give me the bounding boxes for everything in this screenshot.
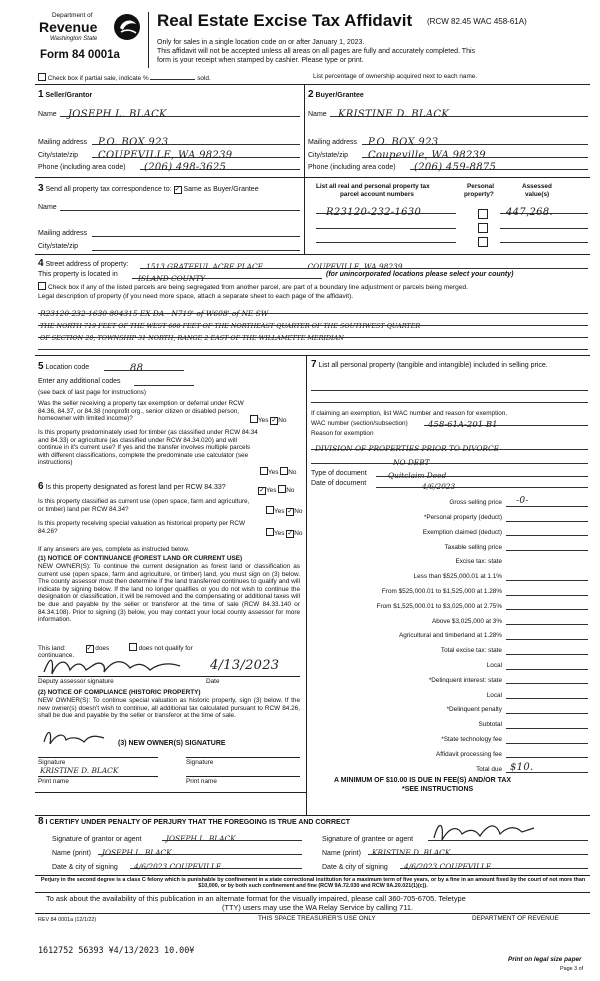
exempt-no-checkbox[interactable]: ✓ [271, 417, 278, 424]
location-code-value: 88 [130, 363, 144, 374]
owner-signature-label-2: Signature [186, 759, 214, 766]
located-value: ISLAND COUNTY [138, 274, 206, 283]
tax-row: *Delinquent interest: state [311, 670, 588, 685]
grantee-name-field[interactable] [368, 842, 588, 855]
legal-label: Legal description of property (if you need more space, attach a separate sheet to each page of the affidavit). [38, 293, 354, 300]
uninc-label: (for unincorporated locations please select your county) [326, 271, 514, 278]
minimum-text: A MINIMUM OF $10.00 IS DUE IN FEE(S) AND/OR TAX [334, 777, 512, 784]
notice-3: form is your receipt when stamped by cashier. Please type or print. [157, 57, 364, 64]
parcel-header-2: parcel account numbers [340, 191, 414, 198]
grantee-sig-field[interactable] [428, 828, 588, 841]
notice1-text: NEW OWNER(S): To continue the current designation as forest land or classification as current use (open space, farm and agriculture, or timber) land, you must sign on (3) below. The county assessor must then determine if the land transferred continues to qualify and will indicate by signing below. If the land no longer qualifies or you do not wish to continue the designation or classification, it will be removed and the compensating or additional taxes will be due and payable by the seller or transferor at the time of sale (RCW 84.33.140 or 84.34.108). Prior to signing (3) below, you may contact your local county assessor for more information. [38, 563, 300, 624]
location-code-label: 5 Location code [38, 361, 90, 372]
personal-header-1: Personal [467, 183, 494, 190]
grantee-name-value: KRISTINE D. BLACK [372, 848, 451, 857]
buyer-city-label: City/state/zip [308, 152, 349, 159]
s3-city-field[interactable] [92, 240, 300, 251]
tax-row: Above $3,025,000 at 3% [311, 610, 588, 625]
grantor-sig-field[interactable] [162, 828, 302, 841]
grantor-sig-label: Signature of grantor or agent [52, 836, 142, 843]
grantee-sig-label: Signature of grantee or agent [322, 836, 414, 843]
assessed-header-1: Assessed [522, 183, 552, 190]
owner-print-label-1: Print name [38, 778, 69, 785]
grantor-name-label: Name (print) [52, 850, 91, 857]
rcw-ref: (RCW 82.45 WAC 458-61A) [427, 17, 527, 26]
owner-print-name-value: KRISTINE D. BLACK [40, 766, 119, 775]
buyer-heading: 2 Buyer/Grantee [308, 89, 364, 100]
tax-value-field[interactable] [506, 510, 588, 522]
segregated-row: Check box if any of the listed parcels are being segregated from another parcel, are part of a boundary line adjustment or parcels being merged. [38, 282, 468, 292]
certify-text: 8 I CERTIFY UNDER PENALTY OF PERJURY THAT THE FOREGOING IS TRUE AND CORRECT [38, 816, 351, 827]
continuance-label: continuance. [38, 652, 75, 659]
seller-mailing-field[interactable] [92, 132, 300, 148]
notice-2: This affidavit will not be accepted unless all areas on all pages are fully and accurately completed. This [157, 48, 476, 55]
wac-label: WAC number (section/subsection) [311, 420, 408, 427]
seller-name-field[interactable] [60, 104, 300, 120]
forest-yes-no: ✓Yes No [259, 487, 295, 494]
exempt-question: Was the seller receiving a property tax exemption or deferral under RCW 84.36, 84.37, or 84.38 (nonprofit org., senior citizen or disabled person, homeowner with limited income)? [38, 400, 244, 423]
street-city-value: COUPEVILLE, WA 98239 [307, 262, 403, 271]
historic-no-checkbox[interactable]: ✓ [287, 530, 294, 537]
tax-value-field[interactable] [506, 598, 588, 610]
tax-value-field[interactable] [506, 628, 588, 640]
see-instructions: *SEE INSTRUCTIONS [402, 786, 474, 793]
owner-print-label-2: Print name [186, 778, 217, 785]
grantor-name-value: JOSEPH L. BLACK [102, 848, 172, 857]
grantee-date-value: 4/6/2023 COUPEVILLE [404, 862, 492, 871]
timber-question: Is this property predominately used for timber (as classified under RCW 84.34 and 84.33) or agriculture (as classified under RCW 84.34.020) and will continue in it's current use? If yes and the transfer involves multiple parcels with different classifications, complete the predominate use calculator (see instructions) [38, 429, 258, 467]
dept-line2: Revenue [39, 19, 98, 35]
timber-yes-no: Yes No [260, 467, 296, 477]
tax-value-field[interactable]: -0- [506, 496, 588, 507]
assessor-date: 4/13/2023 [210, 658, 280, 673]
buyer-name-value: KRISTINE D. BLACK [338, 109, 450, 120]
current-use-yes-checkbox[interactable] [266, 506, 274, 514]
buyer-city-value: Coupeville, WA 98239 [368, 150, 486, 161]
tax-row: *Delinquent penalty [311, 699, 588, 714]
tax-value-field[interactable] [506, 717, 588, 729]
timber-yes-checkbox[interactable] [260, 467, 268, 475]
tax-row: Less than $525,000.01 at 1.1% [311, 566, 588, 581]
form-number: Form 84 0001a [40, 49, 120, 61]
seller-city-label: City/state/zip [38, 152, 79, 159]
located-label: This property is located in [38, 271, 118, 278]
if-yes-text: If any answers are yes, complete as instructed below. [38, 546, 190, 553]
parcel-field-1[interactable] [316, 202, 456, 218]
buyer-name-label: Name [308, 111, 327, 118]
tax-row: From $1,525,000.01 to $3,025,000 at 2.75% [311, 596, 588, 611]
reason-value-2: NO DEBT [393, 458, 430, 467]
doc-date-label: Date of document [311, 480, 367, 487]
wac-field[interactable] [424, 414, 588, 430]
tax-row: Excise tax: state [455, 558, 502, 566]
legal-line-4[interactable] [38, 339, 588, 350]
tax-row: Total due $10. [311, 758, 588, 773]
seller-phone-label: Phone (including area code) [38, 164, 126, 171]
forest-yes-checkbox[interactable]: ✓ [259, 487, 265, 494]
historic-yes-checkbox[interactable] [266, 528, 274, 536]
reason-line-2[interactable] [311, 452, 588, 467]
owner-signature-label-1: Signature [38, 759, 66, 766]
tax-row: Gross selling price -0- [311, 492, 588, 507]
tax-value-field[interactable] [506, 584, 588, 596]
location-code-field[interactable] [104, 358, 184, 374]
assessed-field-2[interactable] [500, 218, 588, 229]
parcel-value: R23120-232-1630 [326, 207, 422, 218]
parcel-field-3[interactable] [316, 232, 456, 243]
buyer-phone-field[interactable] [410, 157, 588, 173]
same-as-buyer-checkbox[interactable]: ✓ [174, 186, 181, 193]
seller-phone-field[interactable] [140, 157, 300, 173]
buyer-phone-label: Phone (including area code) [308, 164, 396, 171]
dor-logo-icon [112, 12, 142, 42]
total-due-field[interactable]: $10. [506, 762, 588, 773]
new-owner-label: (3) NEW OWNER(S) SIGNATURE [118, 740, 226, 747]
treasurer-use: THIS SPACE TREASURER'S USE ONLY [258, 915, 376, 922]
buyer-mailing-field[interactable] [362, 132, 588, 148]
buyer-name-field[interactable] [330, 104, 588, 120]
historic-question: Is this property receiving special valuation as historical property per RCW 84.26? [38, 520, 246, 535]
exempt-yes-no: Yes ✓No [250, 415, 286, 425]
tax-row: Affidavit processing fee [311, 744, 588, 759]
partial-sale-row [38, 73, 211, 83]
personal-property-text: 7 List all personal property (tangible and intangible) included in selling price. [311, 359, 548, 370]
alt-format-1: To ask about the availability of this publication in an alternate format for the visually impaired, please call 360-705-6705. Teletype [46, 894, 466, 903]
assessor-date-label: Date [206, 678, 220, 685]
grantor-name-field[interactable] [98, 842, 302, 855]
doc-date-value: 4/6/2023 [422, 482, 456, 491]
print-legal-label: Print on legal size paper [508, 956, 582, 963]
reason-value-1: DIVISION OF PROPERTIES PRIOR TO DIVORCE [315, 444, 500, 453]
qualify-row: This land: ✓ does does not qualify for [38, 645, 193, 652]
tax-value-field[interactable] [506, 524, 588, 536]
dept-line1: Department of [52, 12, 93, 19]
notice-1: Only for sales in a single location code on or after January 1, 2023. [157, 39, 365, 46]
grantor-sig-value: JOSEPH L. BLACK [166, 834, 236, 843]
grantee-date-field[interactable] [400, 856, 588, 869]
legal-line-1[interactable] [38, 303, 588, 318]
doc-type-value: Quitclaim Deed [388, 471, 447, 480]
dept-line3: Washington State [50, 36, 98, 42]
grantee-date-label: Date & city of signing [322, 864, 388, 871]
assessed-value: 447,268. [506, 207, 553, 218]
additional-codes-field[interactable] [134, 375, 194, 386]
s3-mailing-label: Mailing address [38, 230, 88, 237]
doc-type-label: Type of document [311, 470, 367, 477]
doc-date-field[interactable] [376, 476, 588, 491]
seller-mailing-label: Mailing address [38, 139, 88, 146]
see-back-label: (see back of last page for instructions) [38, 389, 146, 396]
notice1-title: (1) NOTICE OF CONTINUANCE (FOREST LAND OR CURRENT USE) [38, 555, 243, 562]
assessed-header-2: value(s) [525, 191, 550, 198]
tax-row: *State technology fee [311, 729, 588, 744]
historic-yes-no: Yes ✓No [266, 528, 302, 538]
seller-name-label: Name [38, 111, 57, 118]
tax-value-field[interactable] [506, 687, 588, 699]
forest-question: 6 Is this property designated as forest land per RCW 84.33? [38, 481, 226, 492]
current-use-yes-no: Yes ✓No [266, 506, 302, 516]
personal-line-2[interactable] [311, 394, 588, 403]
tax-row: Agricultural and timberland at 1.28% [311, 625, 588, 640]
tax-value-field[interactable] [506, 702, 588, 714]
tax-value-field[interactable] [506, 672, 588, 684]
legal-line-2[interactable] [38, 315, 588, 330]
section3-heading: 3 Send all property tax correspondence to: ✓ Same as Buyer/Grantee [38, 183, 259, 194]
seller-city-value: COUPEVILLE, WA 98239 [98, 150, 233, 161]
segregated-checkbox[interactable] [38, 282, 46, 290]
tax-rows [311, 492, 588, 773]
tax-row: Local [311, 655, 588, 670]
current-use-no-checkbox[interactable]: ✓ [287, 508, 294, 515]
personal-checkbox-3[interactable] [478, 233, 488, 251]
s3-name-field[interactable] [60, 200, 300, 211]
seller-phone-value: (206) 498-3625 [144, 162, 227, 173]
deputy-label: Deputy assessor signature [38, 678, 114, 685]
grantor-date-field[interactable] [130, 856, 302, 869]
tax-row: Local [311, 684, 588, 699]
tax-value-field[interactable] [506, 643, 588, 655]
located-field[interactable] [132, 268, 322, 283]
tax-value-field[interactable] [506, 732, 588, 744]
current-use-question: Is this property classified as current use (open space, farm and agriculture, or timber) land per RCW 84.34? [38, 498, 250, 513]
buyer-phone-value: (206) 459-8875 [414, 162, 497, 173]
partial-sale-label: Check box if partial sale, indicate % [47, 75, 149, 82]
rev-number: REV 84 0001a (12/1/22) [38, 917, 97, 923]
grantor-date-label: Date & city of signing [52, 864, 118, 871]
additional-codes-label: Enter any additional codes [38, 378, 121, 385]
assessed-field-3[interactable] [500, 232, 588, 243]
tax-row: From $525,000.01 to $1,525,000 at 1.28% [311, 581, 588, 596]
s3-city-label: City/state/zip [38, 243, 79, 250]
seller-heading: 1 Seller/Grantor [38, 89, 93, 100]
personal-header-2: property? [464, 191, 494, 198]
street-value: 1513 GRATEFUL ACRE PLACE [146, 262, 264, 271]
dor-logo-block [30, 12, 145, 70]
personal-line-1[interactable] [311, 382, 588, 391]
notice2-title: (2) NOTICE OF COMPLIANCE (HISTORIC PROPERTY) [38, 689, 201, 696]
legal-value-3: OF SECTION 20, TOWNSHIP 31 NORTH, RANGE 2 EAST OF THE WILLAMETTE MERIDIAN [40, 334, 344, 342]
page-title: Real Estate Excise Tax Affidavit [157, 11, 413, 30]
buyer-mailing-label: Mailing address [308, 139, 358, 146]
tax-row: Subtotal [311, 714, 588, 729]
s3-mailing-field[interactable] [92, 226, 300, 237]
ownership-label: List percentage of ownership acquired next to each name. [313, 73, 478, 80]
reason-line-1[interactable] [311, 438, 588, 453]
alt-format-2: (TTY) users may use the WA Relay Service by calling 711. [222, 903, 413, 912]
parcel-field-2[interactable] [316, 218, 456, 229]
cashier-stamp: 1612752 56393 ¥4/13/2023 10.00¥ [38, 945, 195, 955]
dept-revenue-footer: DEPARTMENT OF REVENUE [472, 915, 559, 922]
tax-value-field[interactable] [506, 658, 588, 670]
page-number: Page 3 of [560, 966, 584, 972]
exempt-yes-checkbox[interactable] [250, 415, 258, 423]
notice2-text: NEW OWNER(S): To continue special valuation as historic property, sign (3) below. If the new owner(s) doesn't wish to continue, all additional tax calculated pursuant to RCW 84.26, shall be due and payable by the seller or transferor at the time of sale. [38, 697, 300, 720]
section4-street: 4 Street address of property: [38, 258, 129, 269]
grantor-date-value: 4/6/2023 COUPEVILLE [134, 862, 222, 871]
tax-row: Taxable selling price [311, 536, 588, 551]
legal-value-2: THE NORTH 719 FEET OF THE WEST 608 FEET OF THE NORTHEAST QUARTER OF THE SOUTHWEST QUARTER [40, 322, 421, 330]
does-checkbox[interactable]: ✓ [86, 645, 93, 652]
tax-value-field[interactable] [506, 539, 588, 551]
exemption-text: If claiming an exemption, list WAC number and reason for exemption. [311, 410, 508, 417]
assessed-field-1[interactable] [500, 202, 588, 218]
s3-name-label: Name [38, 204, 57, 211]
reason-label: Reason for exemption [311, 430, 374, 437]
buyer-mailing-value: P.O. BOX 923 [368, 137, 439, 148]
tax-row: Exemption claimed (deduct) [311, 522, 588, 537]
grantee-name-label: Name (print) [322, 850, 361, 857]
does-not-checkbox[interactable] [129, 643, 137, 651]
seller-name-value: JOSEPH L. BLACK [68, 109, 167, 120]
tax-value-field[interactable] [506, 569, 588, 581]
wac-value: 458-61A-201 B1 [428, 420, 498, 430]
legal-value-1: R23120-232-1630 804315 EX DA - N719' of W608' of NE SW [40, 309, 269, 318]
tax-row: Total excise tax: state [311, 640, 588, 655]
perjury-text: Perjury in the second degree is a class C felony which is punishable by confinement in a state correctional institution for a maximum term of five years, or by a fine in an amount fixed by the court of not more than $10,000, or by both such confinement and fine (RCW 9A.72.030 and RCW 9A.20.021(1)(c)). [40, 877, 586, 890]
seller-mailing-value: P.O. BOX 923 [98, 137, 169, 148]
parcel-header-1: List all real and personal property tax [316, 183, 430, 190]
tax-value-field[interactable] [506, 613, 588, 625]
partial-sale-checkbox[interactable] [38, 73, 46, 81]
tax-row: *Personal property (deduct) [311, 507, 588, 522]
sold-label: sold. [197, 75, 211, 82]
legal-line-3[interactable] [38, 327, 588, 342]
new-owner-signature [40, 726, 110, 748]
tax-value-field[interactable] [506, 746, 588, 758]
